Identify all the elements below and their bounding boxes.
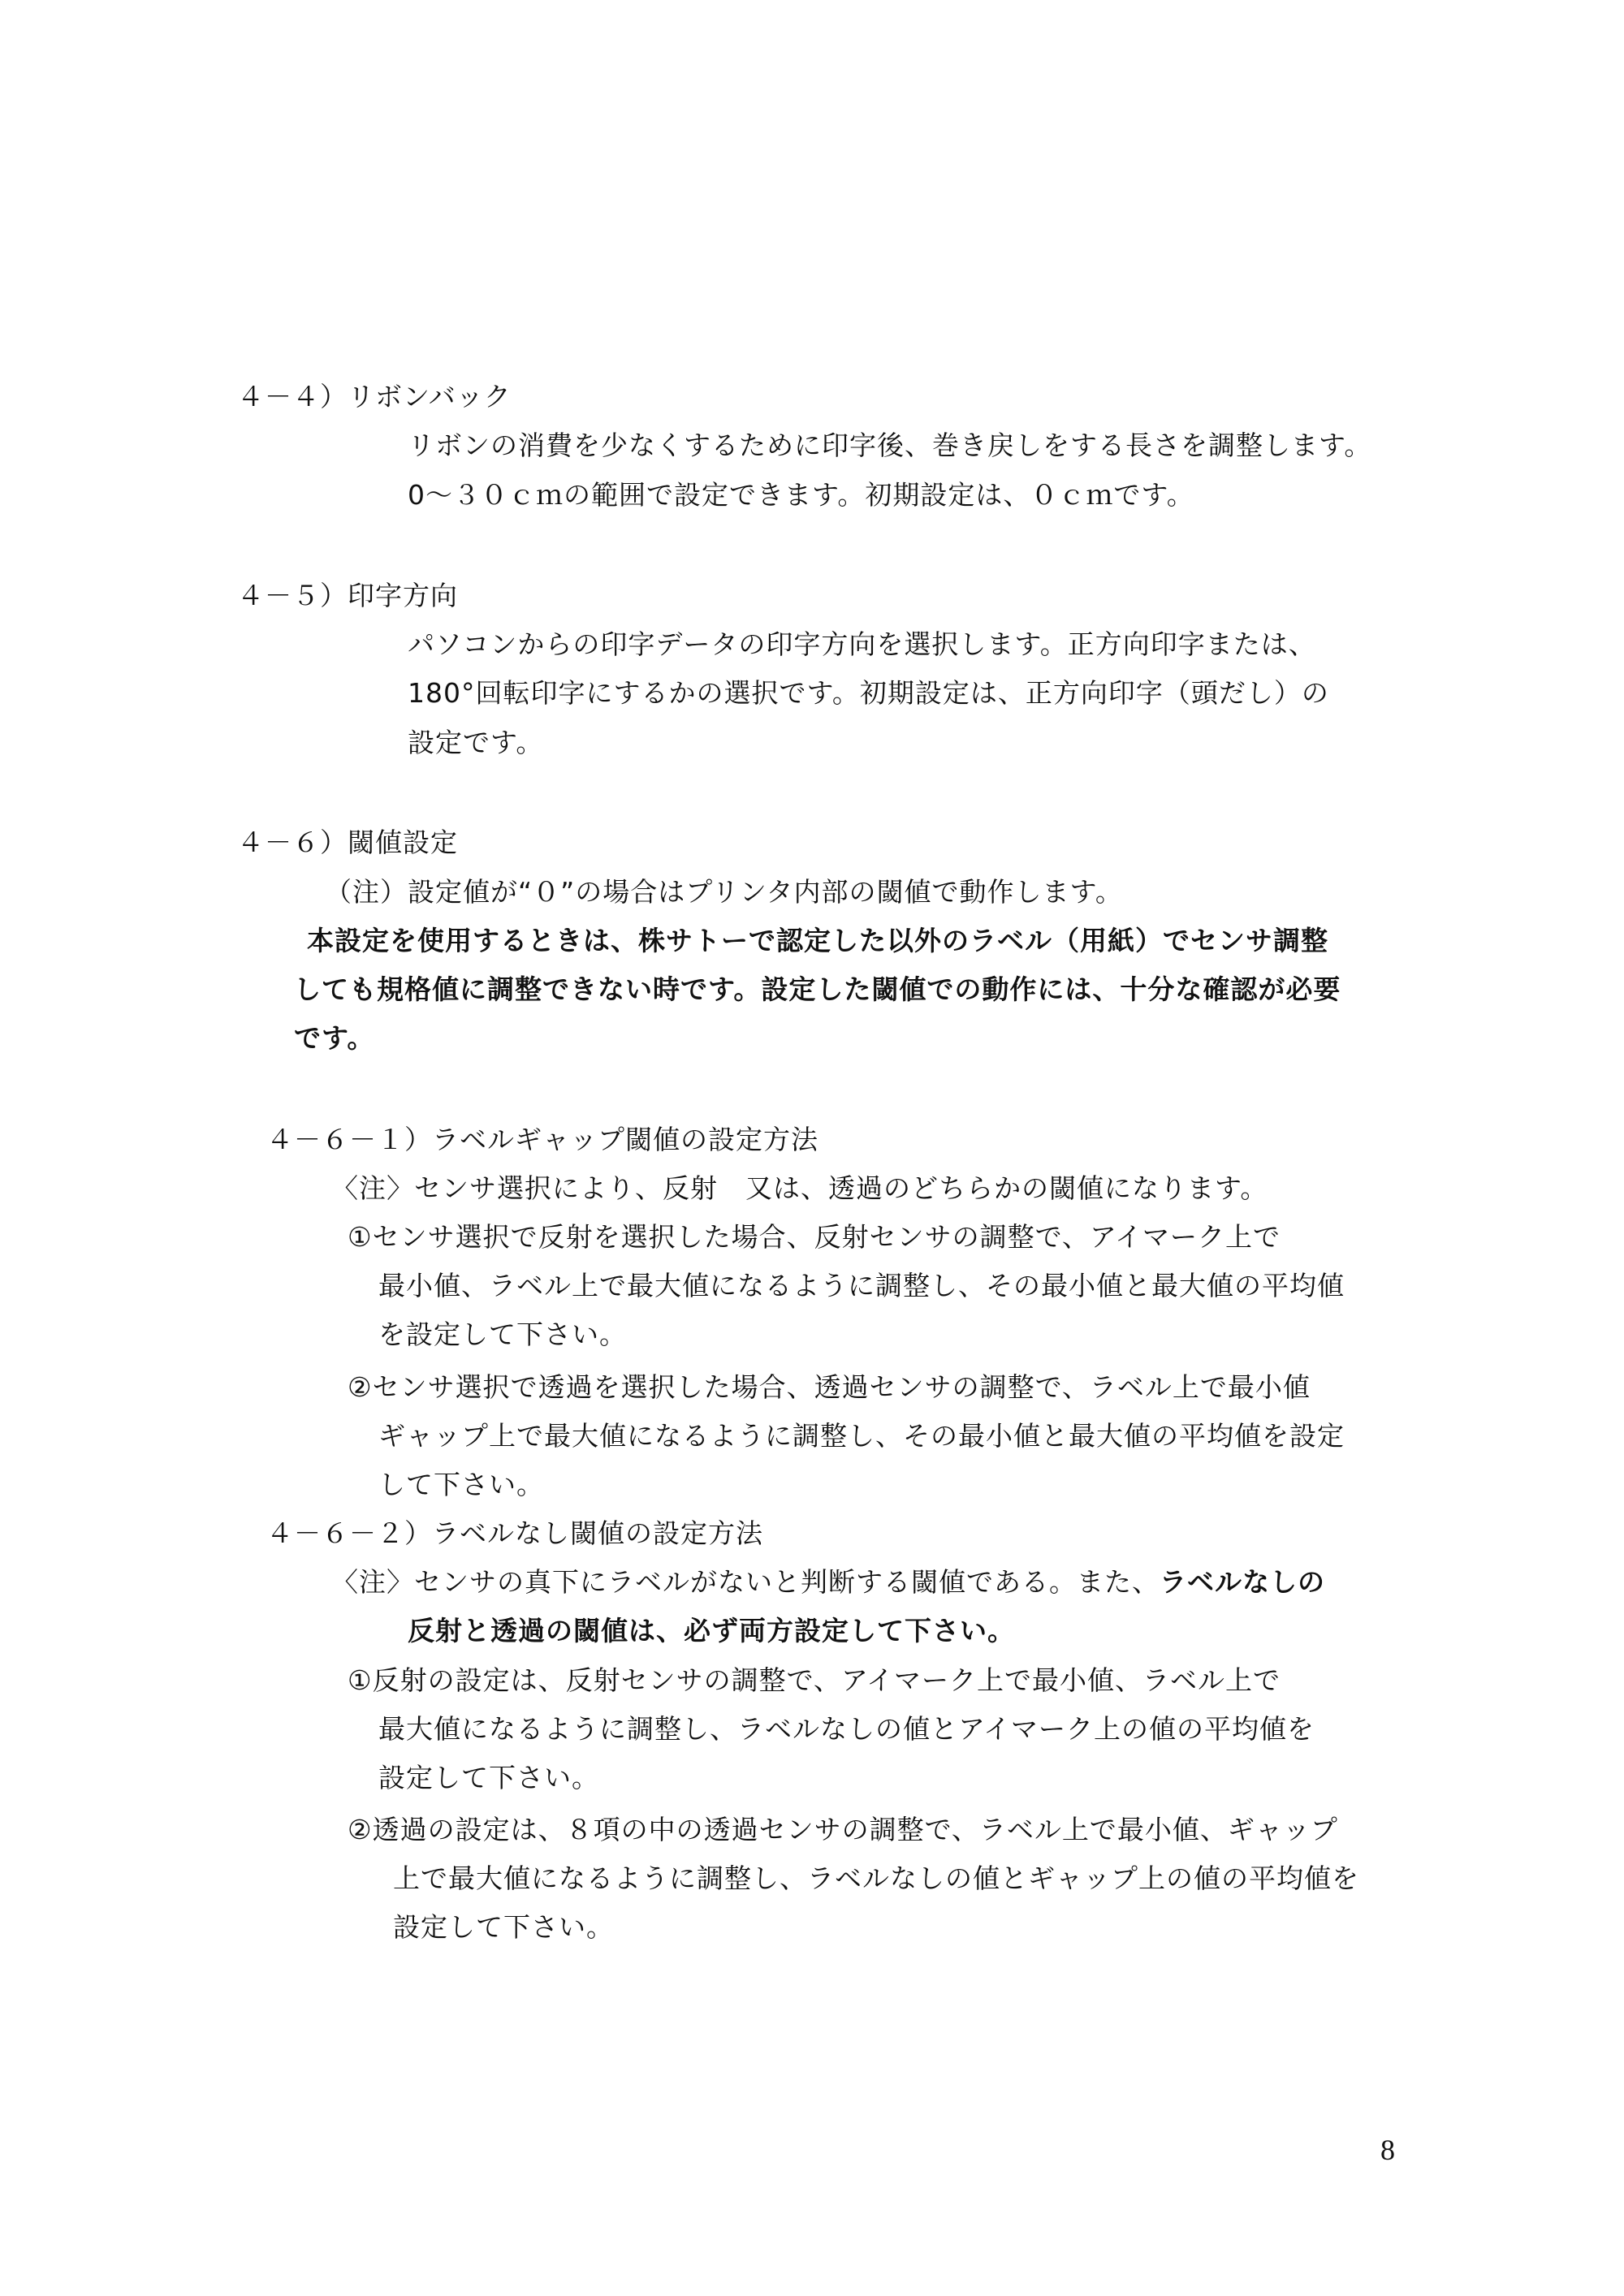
subsection-heading-no-label: ４－６－２）ラベルなし閾値の設定方法 bbox=[266, 1517, 763, 1549]
list-item-line: ②センサ選択で透過を選択した場合、透過センサの調整で、ラベル上で最小値 bbox=[348, 1371, 1311, 1403]
note-line bbox=[331, 1566, 1325, 1599]
paragraph-line: リボンの消費を少なくするために印字後、巻き戻しをする長さを調整します。 bbox=[408, 429, 1372, 461]
list-item-line: 最大値になるように調整し、ラベルなしの値とアイマーク上の値の平均値を bbox=[378, 1713, 1315, 1745]
list-item-line: して下さい。 bbox=[378, 1469, 544, 1500]
note-line: （注）設定値が“０”の場合はプリンタ内部の閾値で動作します。 bbox=[325, 876, 1123, 908]
paragraph-line: パソコンからの印字データの印字方向を選択します。正方向印字または、 bbox=[408, 628, 1316, 660]
page-number: 8 bbox=[1380, 2134, 1395, 2166]
subsection-heading-label-gap: ４－６－１）ラベルギャップ閾値の設定方法 bbox=[266, 1124, 818, 1155]
note-line: 〈注〉センサ選択により、反射 又は、透過のどちらかの閾値になります。 bbox=[331, 1172, 1268, 1204]
paragraph-line: 180°回転印字にするかの選択です。初期設定は、正方向印字（頭だし）の bbox=[408, 677, 1329, 709]
section-heading-threshold-setting: ４－６）閾値設定 bbox=[237, 826, 458, 858]
list-item-line: ②透過の設定は、８項の中の透過センサの調整で、ラベル上で最小値、ギャップ bbox=[348, 1814, 1338, 1845]
list-item-line: ギャップ上で最大値になるように調整し、その最小値と最大値の平均値を設定 bbox=[378, 1420, 1345, 1452]
list-item-line: 最小値、ラベル上で最大値になるように調整し、その最小値と最大値の平均値 bbox=[378, 1270, 1345, 1301]
warning-line: 本設定を使用するときは、株サトーで認定した以外のラベル（用紙）でセンサ調整 bbox=[307, 925, 1328, 956]
section-heading-print-direction: ４－５）印字方向 bbox=[237, 580, 458, 611]
list-item-line: 設定して下さい。 bbox=[393, 1911, 614, 1943]
list-item-line: を設定して下さい。 bbox=[378, 1318, 627, 1350]
list-item-line: 上で最大値になるように調整し、ラベルなしの値とギャップ上の値の平均値を bbox=[393, 1862, 1359, 1894]
note-text: 〈注〉センサの真下にラベルがないと判断する閾値である。また、 bbox=[331, 1566, 1160, 1598]
list-item-line: ①反射の設定は、反射センサの調整で、アイマーク上で最小値、ラベル上で bbox=[348, 1664, 1281, 1696]
paragraph-line: 設定です。 bbox=[408, 727, 544, 758]
list-item-line: 設定して下さい。 bbox=[378, 1762, 599, 1793]
paragraph-line: 0～３０ｃｍの範囲で設定できます。初期設定は、０ｃｍです。 bbox=[408, 479, 1194, 511]
list-item-line: ①センサ選択で反射を選択した場合、反射センサの調整で、アイマーク上で bbox=[348, 1221, 1281, 1253]
warning-line: しても規格値に調整できない時です。設定した閾値での動作には、十分な確認が必要 bbox=[294, 973, 1341, 1005]
section-heading-ribbon-back: ４－４）リボンバック bbox=[237, 381, 512, 412]
note-emphasis-line: 反射と透過の閾値は、必ず両方設定して下さい。 bbox=[408, 1615, 1015, 1646]
warning-line: です。 bbox=[294, 1022, 375, 1054]
note-emphasis: ラベルなしの bbox=[1160, 1566, 1325, 1598]
